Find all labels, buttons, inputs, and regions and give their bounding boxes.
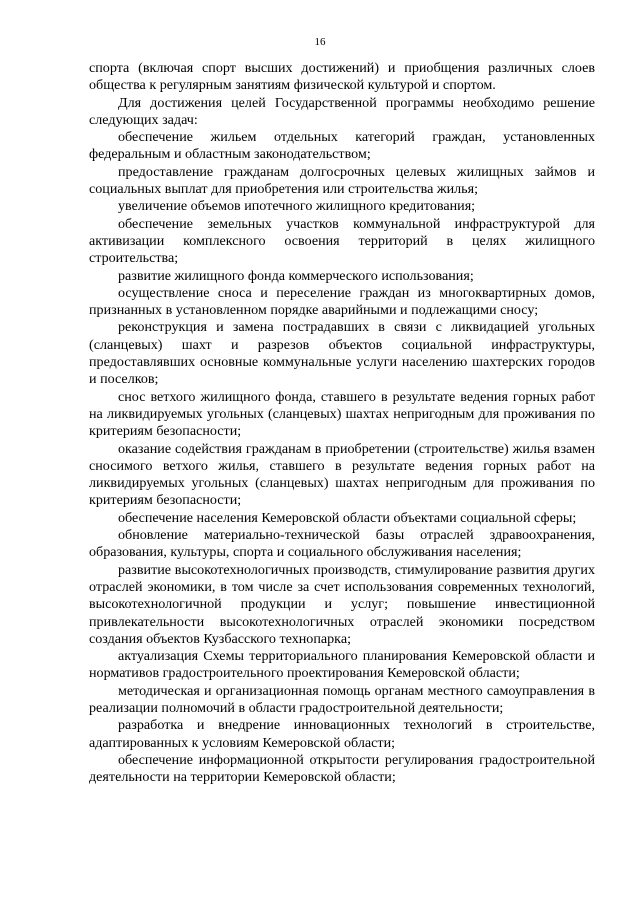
task-item: обеспечение информационной открытости регулирования градостроительной деятельности на территории Кемеровской области; (89, 751, 595, 786)
task-item: оказание содействия гражданам в приобретении (строительстве) жилья взамен сносимого ветхого жилья, ставшего в результате ведения горных работ на ликвидируемых угольных (сланцевых) шахтах непригодным для проживания по критериям безопасности; (89, 440, 595, 509)
task-item: актуализация Схемы территориального планирования Кемеровской области и нормативов градостроительного проектирования Кемеровской области; (89, 648, 595, 682)
paragraph-continuation: спорта (включая спорт высших достижений) и приобщения различных слоев общества к регулярным занятиям физической культурой и спортом. (89, 60, 595, 94)
paragraph-intro: Для достижения целей Государственной программы необходимо решение следующих задач: (89, 94, 595, 128)
task-item: обеспечение жильем отдельных категорий граждан, установленных федеральным и областным законодательством; (89, 129, 595, 163)
task-item: реконструкция и замена пострадавших в связи с ликвидацией угольных (сланцевых) шахт и разрезов объектов социальной инфраструктуры, предоставлявших основные коммунальные услуги населению шахтерских городов и поселков; (89, 319, 595, 388)
body-text (89, 60, 595, 786)
task-item: обеспечение населения Кемеровской области объектами социальной сферы; (118, 509, 577, 526)
task-item: развитие высокотехнологичных производств, стимулирование развития других отраслей экономики, в том числе за счет использования современных технологий, высокотехнологичной продукции и услуг; повышение инвестиционной привлекательности высокотехнологичных отраслей экономики посредством создания объектов Кузбасского технопарка; (89, 561, 595, 647)
task-item: снос ветхого жилищного фонда, ставшего в результате ведения горных работ на ликвидируемых угольных (сланцевых) шахтах непригодным для проживания по критериям безопасности; (89, 388, 595, 440)
task-item: предоставление гражданам долгосрочных целевых жилищных займов и социальных выплат для приобретения или строительства жилья; (89, 163, 595, 198)
task-item: осуществление сноса и переселение граждан из многоквартирных домов, признанных в установленном порядке аварийными и подлежащими сносу; (89, 284, 595, 319)
task-item: методическая и организационная помощь органам местного самоуправления в реализации полномочий в области градостроительной деятельности; (89, 682, 595, 716)
task-item: развитие жилищного фонда коммерческого использования; (118, 267, 474, 284)
task-item: разработка и внедрение инновационных технологий в строительстве, адаптированных к условиям Кемеровской области; (89, 717, 595, 751)
task-item: обеспечение земельных участков коммунальной инфраструктурой для активизации комплексного освоения территорий в целях жилищного строительства; (89, 215, 595, 267)
task-item: увеличение объемов ипотечного жилищного кредитования; (118, 198, 476, 215)
task-item: обновление материально-технической базы отраслей здравоохранения, образования, культуры, спорта и социального обслуживания населения; (89, 527, 595, 561)
page-number: 16 (314, 36, 326, 48)
